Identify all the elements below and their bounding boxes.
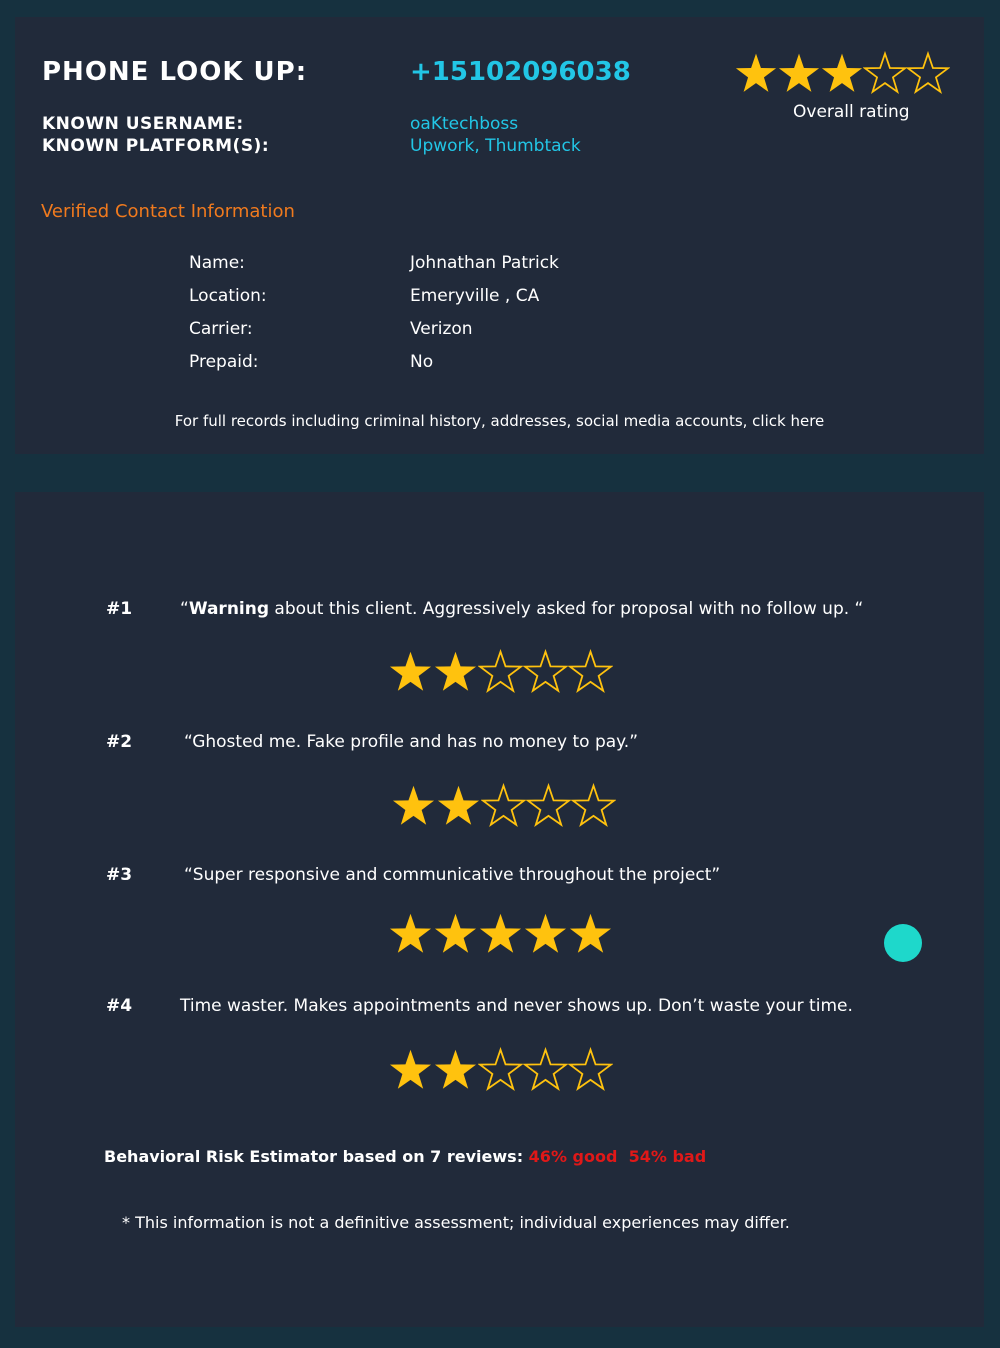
review-number: #2 bbox=[106, 732, 133, 752]
carrier-label: Carrier: bbox=[189, 319, 253, 339]
star-empty-icon bbox=[523, 649, 568, 694]
star-filled-icon bbox=[388, 649, 433, 694]
risk-estimator bbox=[104, 1147, 706, 1166]
star-empty-icon bbox=[906, 51, 950, 95]
page-title: PHONE LOOK UP: bbox=[42, 57, 308, 87]
star-filled-icon bbox=[388, 911, 433, 956]
prepaid-value: No bbox=[410, 352, 434, 372]
lookup-panel bbox=[15, 17, 984, 454]
star-empty-icon bbox=[481, 783, 526, 828]
star-empty-icon bbox=[863, 51, 907, 95]
review-number: #1 bbox=[106, 599, 133, 619]
username-label: KNOWN USERNAME: bbox=[42, 114, 244, 134]
risk-label: Behavioral Risk Estimator based on 7 reviews: bbox=[104, 1147, 529, 1166]
star-filled-icon bbox=[777, 51, 821, 95]
platforms-value: Upwork, Thumbtack bbox=[410, 136, 581, 156]
star-filled-icon bbox=[523, 911, 568, 956]
verified-contact-heading: Verified Contact Information bbox=[41, 201, 295, 222]
star-empty-icon bbox=[526, 783, 571, 828]
star-filled-icon bbox=[391, 783, 436, 828]
carrier-value: Verizon bbox=[410, 319, 473, 339]
review-stars bbox=[388, 911, 613, 956]
star-filled-icon bbox=[820, 51, 864, 95]
disclaimer: * This information is not a definitive assessment; individual experiences may differ. bbox=[122, 1213, 790, 1232]
star-filled-icon bbox=[433, 1047, 478, 1092]
star-filled-icon bbox=[734, 51, 778, 95]
review-text: “Super responsive and communicative throughout the project” bbox=[184, 865, 721, 885]
star-filled-icon bbox=[436, 783, 481, 828]
review-text: Time waster. Makes appointments and never shows up. Don’t waste your time. bbox=[180, 996, 853, 1016]
reviews-panel bbox=[15, 492, 984, 1327]
prepaid-label: Prepaid: bbox=[189, 352, 259, 372]
phone-number: +15102096038 bbox=[410, 57, 631, 87]
username-value: oaKtechboss bbox=[410, 114, 519, 134]
name-label: Name: bbox=[189, 253, 245, 273]
star-empty-icon bbox=[568, 1047, 613, 1092]
full-records-link[interactable]: For full records including criminal history, addresses, social media accounts, click here bbox=[174, 412, 825, 430]
chat-bubble-dot[interactable] bbox=[884, 924, 922, 962]
name-value: Johnathan Patrick bbox=[410, 253, 559, 273]
review-number: #4 bbox=[106, 996, 133, 1016]
star-empty-icon bbox=[523, 1047, 568, 1092]
review-number: #3 bbox=[106, 865, 133, 885]
star-empty-icon bbox=[571, 783, 616, 828]
star-filled-icon bbox=[568, 911, 613, 956]
star-filled-icon bbox=[478, 911, 523, 956]
star-empty-icon bbox=[478, 1047, 523, 1092]
star-empty-icon bbox=[478, 649, 523, 694]
star-filled-icon bbox=[433, 649, 478, 694]
risk-bad: 54% bad bbox=[628, 1147, 707, 1166]
review-stars bbox=[388, 649, 613, 694]
location-value: Emeryville , CA bbox=[410, 286, 540, 306]
review-text: “Ghosted me. Fake profile and has no money to pay.” bbox=[184, 732, 638, 752]
overall-rating-label: Overall rating bbox=[793, 102, 910, 122]
review-stars bbox=[388, 1047, 613, 1092]
star-filled-icon bbox=[433, 911, 478, 956]
risk-good: 46% good bbox=[528, 1147, 618, 1166]
location-label: Location: bbox=[189, 286, 267, 306]
star-filled-icon bbox=[388, 1047, 433, 1092]
star-empty-icon bbox=[568, 649, 613, 694]
platforms-label: KNOWN PLATFORM(S): bbox=[42, 136, 270, 156]
overall-rating-stars bbox=[734, 51, 950, 95]
review-warning-word: Warning bbox=[188, 599, 270, 619]
review-stars bbox=[391, 783, 616, 828]
review-text: “Warning about this client. Aggressively asked for proposal with no follow up. “ bbox=[180, 599, 864, 619]
